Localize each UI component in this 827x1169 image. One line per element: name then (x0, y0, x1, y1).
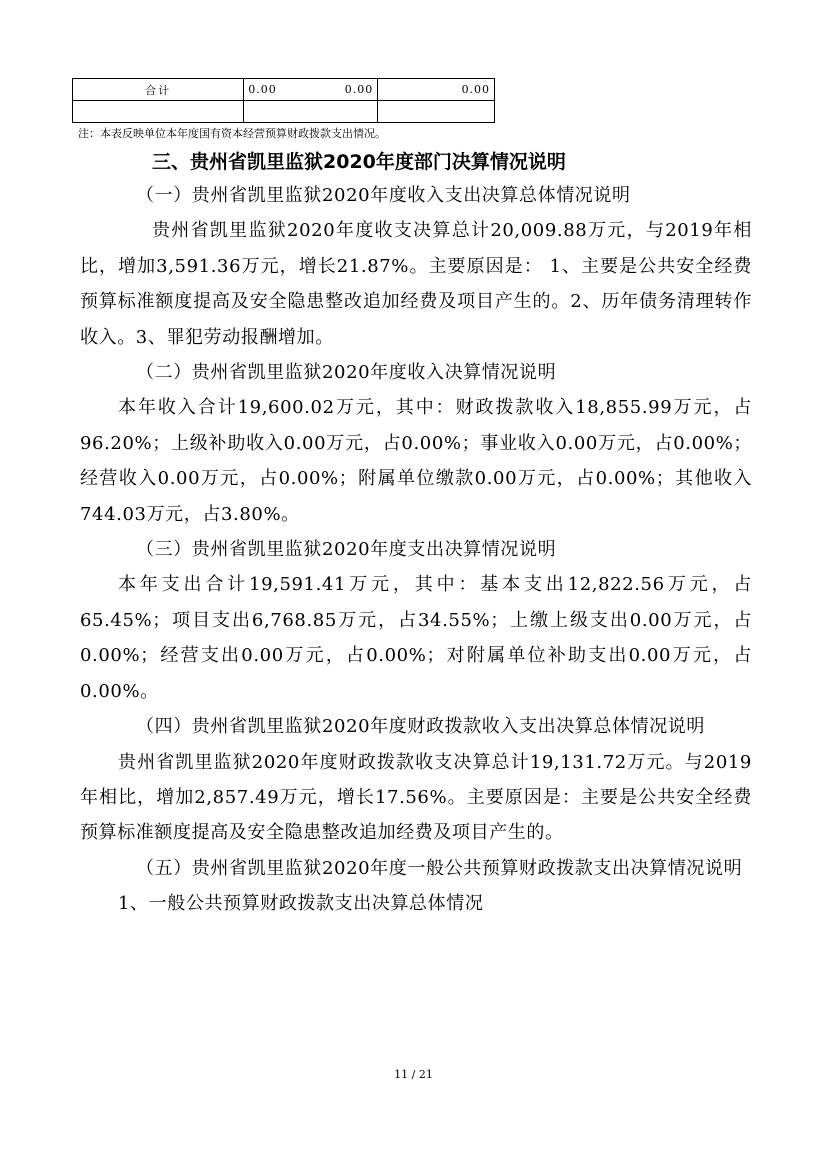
subheading-1: （一）贵州省凯里监狱2020年度收入支出决算总体情况说明 (136, 185, 631, 206)
page-number: 11 / 21 (394, 1068, 433, 1081)
subheading-2: （二）贵州省凯里监狱2020年度收入决算情况说明 (136, 362, 557, 384)
empty-cell (73, 101, 244, 123)
subheading-5: （五）贵州省凯里监狱2020年度一般公共预算财政拨款支出决算情况说明 (136, 857, 743, 879)
document-body (80, 178, 752, 922)
empty-cell (244, 101, 378, 123)
subheading-4: （四）贵州省凯里监狱2020年度财政拨款收入支出决算总体情况说明 (136, 716, 706, 738)
section-heading: 三、贵州省凯里监狱2020年度部门决算情况说明 (152, 151, 566, 173)
table-row-total: 合计 0.00 0.00 0.00 (73, 79, 755, 101)
subheading-3: （三）贵州省凯里监狱2020年度支出决算情况说明 (136, 539, 557, 561)
paragraph-5: 1、一般公共预算财政拨款支出决算总体情况 (118, 893, 484, 915)
paragraph-4: 贵州省凯里监狱2020年度财政拨款收支决算总计19,131.72万元。与2019年相比，增加2,857.49万元，增长17.56%。主要原因是：主要是公共安全经费预算标准额度提高及安全隐患整改追加经费及项目产生的。 (80, 751, 752, 844)
table-row-empty (73, 101, 755, 123)
paragraph-1: 贵州省凯里监狱2020年度收支决算总计20,009.88万元，与2019年相比，增加3,591.36万元，增长21.87%。主要原因是： 1、主要是公共安全经费预算标准额度提高及安全隐患整改追加经费及项目产生的。2、历年债务清理转作收入。3、罪犯劳动报酬增加。 (80, 220, 752, 348)
table-note: 注：本表反映单位本年度国有资本经营预算财政拨款支出情况。 (78, 127, 386, 140)
state-capital-budget-table (72, 78, 755, 123)
total-label-cell: 合计 (73, 79, 244, 101)
paragraph-2: 本年收入合计19,600.02万元，其中：财政拨款收入18,855.99万元，占96.20%；上级补助收入0.00万元，占0.00%；事业收入0.00万元，占0.00%；经营收入0.00万元，占0.00%；附属单位缴款0.00万元，占0.00%；其他收入744.03万元，占3.80%。 (80, 397, 752, 525)
total-value-cell-2: 0.00 (244, 79, 378, 101)
total-value-cell-3: 0.00 (378, 79, 495, 101)
paragraph-3: 本年支出合计19,591.41万元，其中：基本支出12,822.56万元，占65.45%；项目支出6,768.85万元，占34.55%；上缴上级支出0.00万元，占0.00%；经营支出0.00万元，占0.00%；对附属单位补助支出0.00万元，占0.00%。 (80, 574, 752, 702)
empty-cell (378, 101, 495, 123)
